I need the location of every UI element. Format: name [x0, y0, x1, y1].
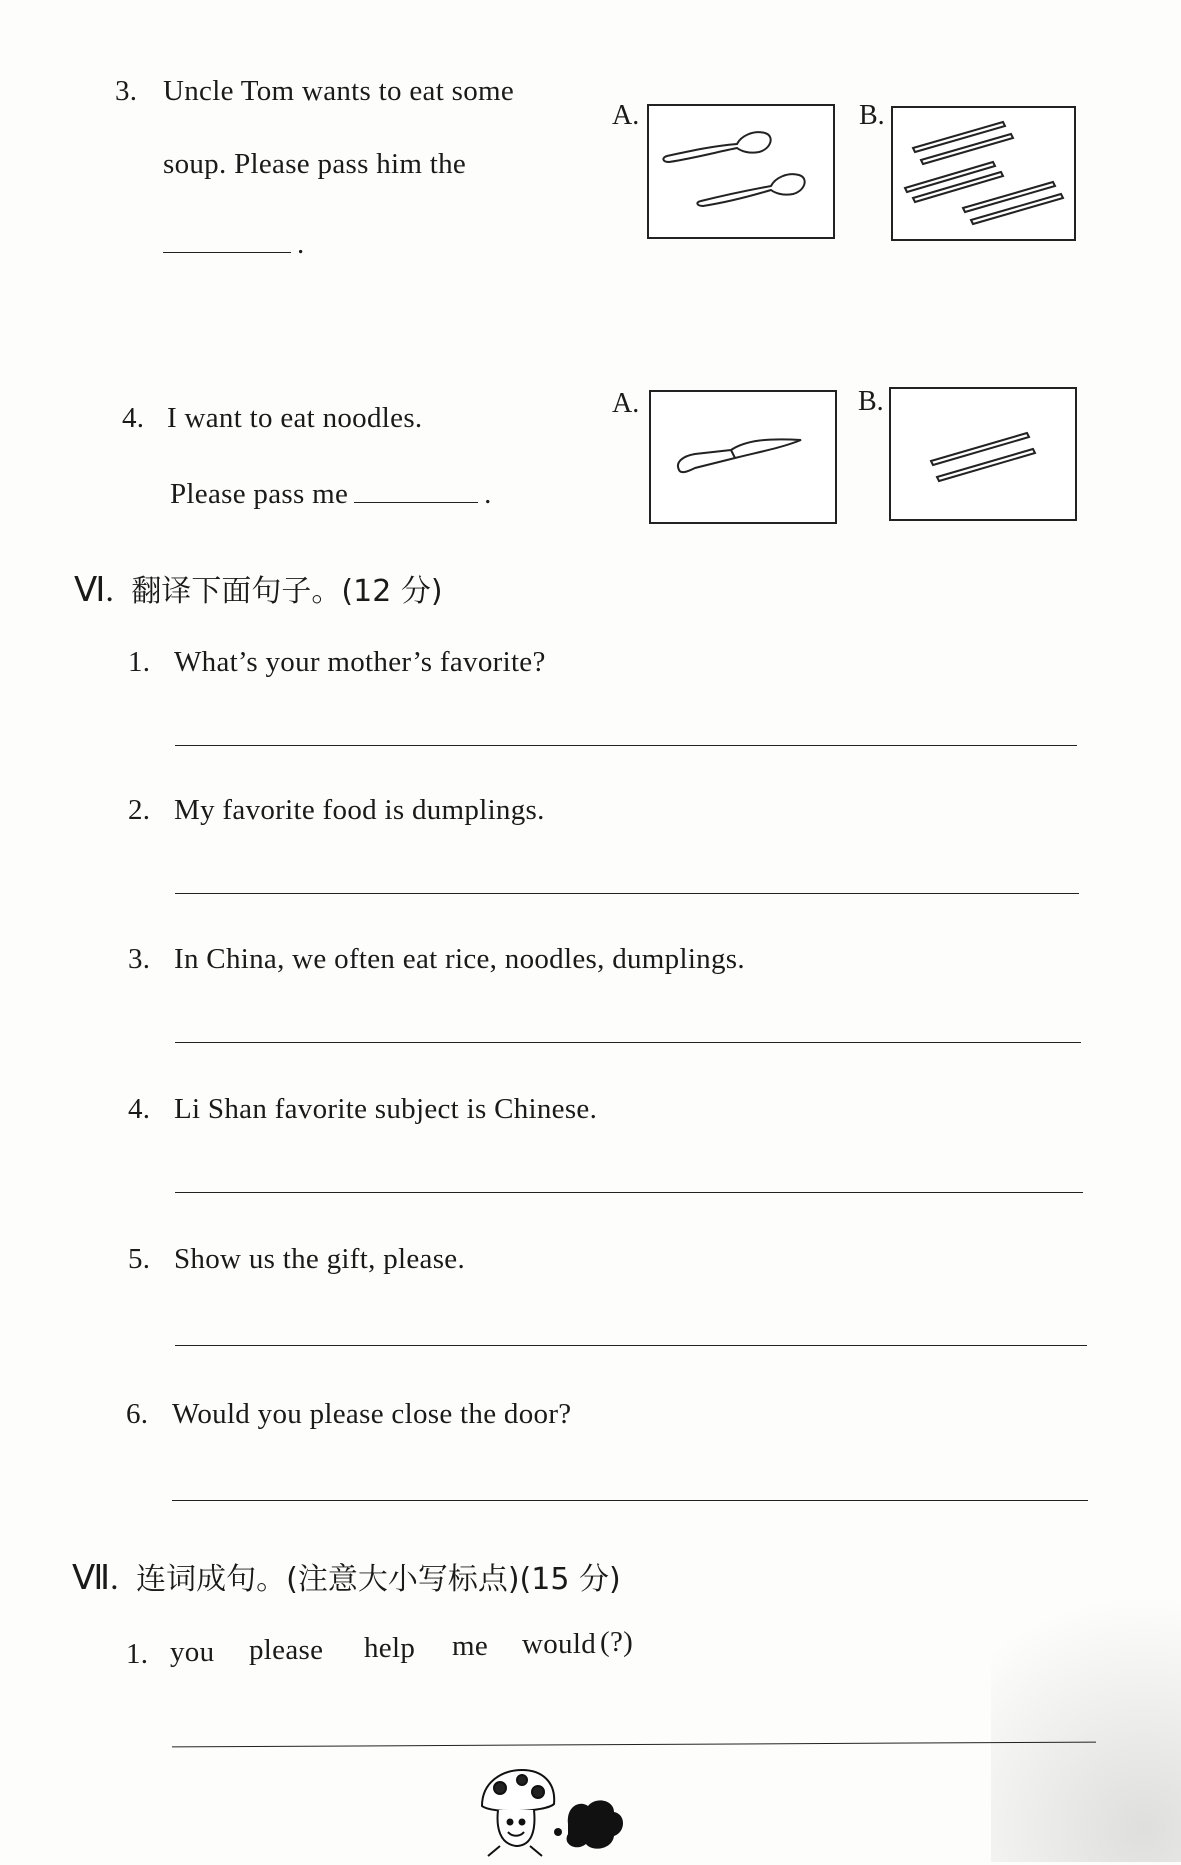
q4-option-a-label: A. [612, 388, 640, 419]
q4-number: 4. [122, 402, 145, 434]
q3-line2: soup. Please pass him the [163, 148, 467, 180]
s7-item-1-word-6: (?) [600, 1626, 634, 1658]
q3-option-b-label: B. [859, 100, 885, 131]
q3-option-a-picture[interactable] [647, 104, 835, 239]
chopsticks-icon [893, 108, 1074, 239]
q3-option-b-picture[interactable] [891, 106, 1076, 241]
q4-line2-text: Please pass me [170, 478, 349, 510]
section-6-number: Ⅵ. [74, 572, 114, 609]
scan-noise [991, 1532, 1181, 1862]
s7-item-1-answer-line[interactable] [172, 1742, 1096, 1748]
q3-period: . [297, 228, 305, 260]
q4-period: . [484, 478, 492, 510]
s6-item-6-number: 6. [126, 1398, 149, 1430]
q3-number: 3. [115, 75, 138, 107]
s6-item-4-answer-line[interactable] [175, 1192, 1083, 1193]
s6-item-5-answer-line[interactable] [175, 1345, 1087, 1346]
section-7-title: 连词成句。(注意大小写标点)(15 分) [136, 1562, 621, 1597]
s6-item-5-text: Show us the gift, please. [174, 1243, 466, 1275]
s6-item-6-text: Would you please close the door? [172, 1398, 572, 1430]
q3-line1: Uncle Tom wants to eat some [163, 75, 515, 107]
s6-item-3-text: In China, we often eat rice, noodles, dumplings. [174, 943, 745, 975]
q4-option-b-picture[interactable] [889, 387, 1077, 521]
s7-item-1-word-4: me [452, 1630, 489, 1662]
spoon-icon [649, 106, 833, 237]
s6-item-3-answer-line[interactable] [175, 1042, 1081, 1043]
s6-item-2-number: 2. [128, 794, 151, 826]
q3-option-a-label: A. [612, 100, 640, 131]
s7-item-1-word-3: help [364, 1632, 416, 1664]
s7-item-1-word-5: would [522, 1628, 596, 1660]
s6-item-2-text: My favorite food is dumplings. [174, 794, 545, 826]
q3-answer-blank[interactable] [163, 228, 305, 261]
s7-item-1-number: 1. [126, 1638, 149, 1670]
section-6-heading [74, 566, 443, 610]
q4-answer-blank[interactable] [354, 502, 478, 503]
s7-item-1-word-1: you [170, 1636, 215, 1668]
s6-item-1-number: 1. [128, 646, 151, 678]
section-7-number: Ⅶ. [72, 1560, 119, 1597]
s6-item-4-number: 4. [128, 1093, 151, 1125]
s6-item-1-text: What’s your mother’s favorite? [174, 646, 546, 678]
knife-icon [651, 392, 835, 522]
chopsticks-icon [891, 389, 1075, 519]
mushroom-mascot-icon [476, 1766, 626, 1860]
section-7-heading [72, 1554, 621, 1598]
s6-item-1-answer-line[interactable] [175, 745, 1077, 746]
s6-item-4-text: Li Shan favorite subject is Chinese. [174, 1093, 598, 1125]
section-6-title: 翻译下面句子。(12 分) [131, 574, 443, 609]
s6-item-3-number: 3. [128, 943, 151, 975]
q4-line1: I want to eat noodles. [167, 402, 423, 434]
q4-line2 [170, 478, 492, 511]
s6-item-5-number: 5. [128, 1243, 151, 1275]
q4-option-a-picture[interactable] [649, 390, 837, 524]
q4-option-b-label: B. [858, 386, 884, 417]
s6-item-2-answer-line[interactable] [175, 893, 1079, 894]
s6-item-6-answer-line[interactable] [172, 1500, 1088, 1501]
s7-item-1-word-2: please [249, 1634, 324, 1666]
